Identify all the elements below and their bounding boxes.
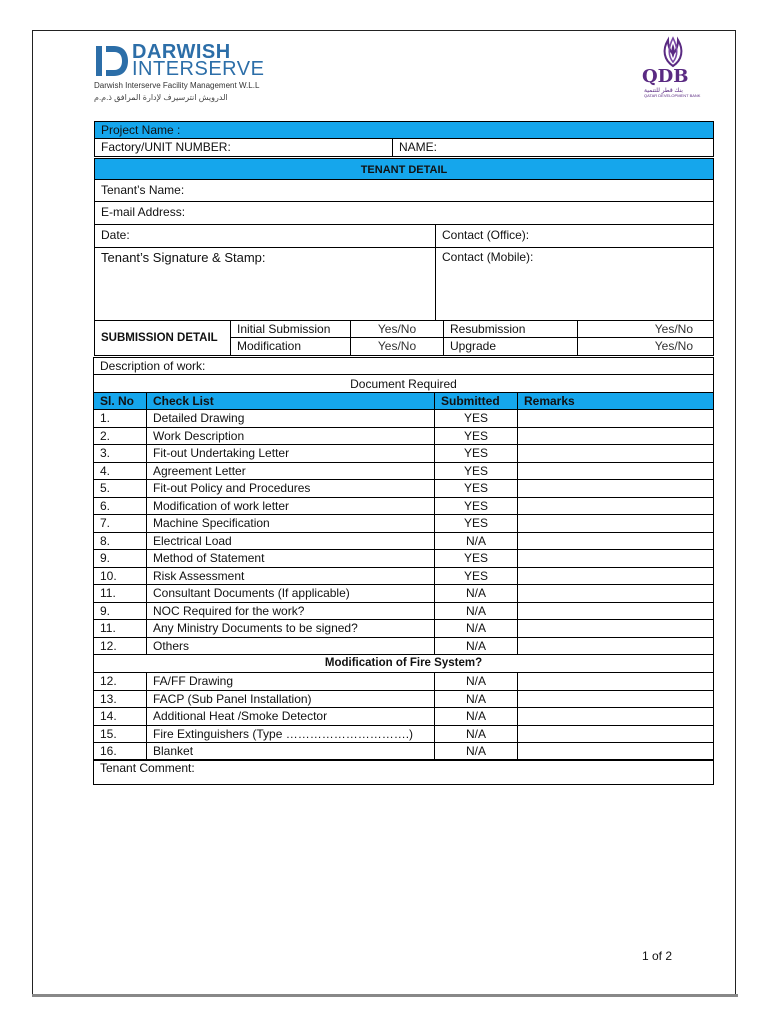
checklist-row-item-cell [146, 619, 435, 638]
header-submitted [434, 392, 518, 410]
qdb-flame-icon [656, 34, 690, 68]
checklist-row-remarks-cell [517, 619, 714, 638]
checklist-row-remarks-cell [517, 497, 714, 516]
checklist-row-remarks-cell [517, 532, 714, 551]
fire_checklist-row-sl: 16. [100, 744, 117, 758]
document-required-title: Document Required [350, 377, 457, 391]
fire_checklist-row-item-cell [146, 742, 435, 761]
checklist-row-item-cell [146, 549, 435, 568]
checklist-row-sl-cell [93, 409, 147, 428]
checklist-row-submitted-cell [434, 619, 518, 638]
fire_checklist-row-sl-cell [93, 707, 147, 726]
checklist-row-submitted-cell [434, 444, 518, 463]
checklist-row-remarks-cell [517, 637, 714, 656]
factory-unit-cell [94, 138, 393, 157]
checklist-row-submitted: YES [463, 428, 488, 443]
fire_checklist-row-item-cell [146, 672, 435, 691]
checklist-row-item-cell [146, 409, 435, 428]
checklist-row-item: Agreement Letter [153, 463, 246, 478]
checklist-row-submitted-cell [434, 602, 518, 621]
fire_checklist-row-sl-cell [93, 725, 147, 744]
checklist-row-remarks-cell [517, 567, 714, 586]
fire_checklist-row-submitted: N/A [465, 726, 486, 741]
modification-value: Yes/No [377, 339, 417, 353]
checklist-row-sl-cell [93, 497, 147, 516]
checklist-row-sl: 1. [100, 411, 111, 425]
checklist-row-sl: 5. [100, 481, 111, 495]
header-check-list [146, 392, 435, 410]
checklist-row-item-cell [146, 497, 435, 516]
checklist-row-sl: 4. [100, 463, 111, 478]
project-name-row [94, 121, 714, 139]
submission-row2-right-label [443, 337, 578, 356]
header-check-list-label: Check List [153, 394, 214, 408]
submission-row2-right-value [577, 337, 714, 356]
tenant-comment-label: Tenant Comment: [100, 761, 195, 775]
checklist-row-item-cell [146, 462, 435, 481]
checklist-row-sl-cell [93, 549, 147, 568]
checklist-row-item: Fit-out Undertaking Letter [153, 446, 290, 460]
header-remarks [517, 392, 714, 410]
checklist-row-remarks-cell [517, 444, 714, 463]
fire_checklist-row-submitted: N/A [465, 674, 486, 688]
qdb-arabic: بنك قطر للتنمية [644, 88, 683, 94]
modification-label: Modification [237, 339, 302, 353]
checklist-row-item-cell [146, 567, 435, 586]
submission-row1-right-label [443, 320, 578, 338]
checklist-row-remarks-cell [517, 549, 714, 568]
checklist-row-remarks-cell [517, 602, 714, 621]
checklist-row-item: NOC Required for the work? [153, 603, 305, 618]
logo-line2: INTERSERVE [132, 58, 265, 80]
description-row [93, 357, 714, 375]
initial-submission-value: Yes/No [377, 322, 417, 336]
email-label: E-mail Address: [101, 205, 186, 219]
checklist-row-sl: 7. [100, 516, 111, 530]
fire_checklist-row-remarks-cell [517, 672, 714, 691]
description-label: Description of work: [100, 359, 206, 373]
tenant-comment-cell [93, 759, 714, 785]
checklist-row-submitted-cell [434, 514, 518, 533]
checklist-row-remarks-cell [517, 427, 714, 446]
logo-subtitle: Darwish Interserve Facility Management W.L.L [94, 81, 260, 90]
fire_checklist-row-sl-cell [93, 742, 147, 761]
checklist-row-item-cell [146, 637, 435, 656]
checklist-row-remarks-cell [517, 462, 714, 481]
document-required-row [93, 374, 714, 393]
upgrade-label: Upgrade [450, 339, 497, 353]
checklist-row-item: Consultant Documents (If applicable) [153, 586, 350, 600]
checklist-row-item: Fit-out Policy and Procedures [153, 481, 311, 495]
fire_checklist-row-item: FACP (Sub Panel Installation) [153, 691, 312, 706]
checklist-row-item-cell [146, 584, 435, 603]
checklist-row-submitted-cell [434, 584, 518, 603]
fire_checklist-row-item-cell [146, 725, 435, 744]
checklist-row-item-cell [146, 479, 435, 498]
fire_checklist-row-submitted-cell [434, 672, 518, 691]
fire_checklist-row-item: FA/FF Drawing [153, 674, 234, 688]
checklist-row-sl: 6. [100, 498, 111, 513]
checklist-row-submitted: YES [463, 498, 488, 513]
page-number: 1 of 2 [642, 949, 673, 963]
fire_checklist-row-sl-cell [93, 690, 147, 709]
checklist-row-submitted: N/A [465, 603, 486, 618]
checklist-row-item-cell [146, 427, 435, 446]
checklist-row-submitted-cell [434, 549, 518, 568]
fire_checklist-row-sl: 15. [100, 726, 117, 741]
fire-system-row [93, 654, 714, 673]
fire_checklist-row-remarks-cell [517, 690, 714, 709]
checklist-row-item: Detailed Drawing [153, 411, 245, 425]
fire_checklist-row-submitted: N/A [465, 691, 486, 706]
checklist-row-sl-cell [93, 427, 147, 446]
checklist-row-submitted: YES [463, 463, 488, 478]
checklist-row-remarks-cell [517, 479, 714, 498]
resubmission-value: Yes/No [654, 322, 693, 336]
project-name-label: Project Name : [101, 123, 181, 137]
factory-unit-label: Factory/UNIT NUMBER: [101, 140, 231, 154]
submission-row2-left-label [230, 337, 351, 356]
checklist-row-submitted: N/A [465, 533, 486, 548]
contact-mobile-label: Contact (Mobile): [442, 250, 534, 264]
checklist-row-sl: 12. [100, 638, 117, 653]
checklist-row-submitted-cell [434, 462, 518, 481]
submission-row1-left-label [230, 320, 351, 338]
checklist-row-sl: 8. [100, 533, 111, 548]
checklist-row-sl-cell [93, 567, 147, 586]
contact-office-cell [435, 224, 714, 248]
submission-detail-label: SUBMISSION DETAIL [101, 332, 218, 344]
initial-submission-label: Initial Submission [237, 322, 331, 336]
submission-row2-left-value [350, 337, 444, 356]
fire_checklist-row-item: Blanket [153, 744, 194, 758]
checklist-row-remarks-cell [517, 584, 714, 603]
checklist-row-sl: 9. [100, 551, 111, 565]
header-sl-no-label: Sl. No [100, 394, 135, 408]
fire_checklist-row-sl: 12. [100, 674, 117, 688]
name-cell [392, 138, 714, 157]
checklist-row-sl-cell [93, 479, 147, 498]
email-row [94, 201, 714, 225]
fire-system-title: Modification of Fire System? [324, 657, 483, 669]
darwish-logo-mark-icon [94, 44, 130, 78]
contact-mobile-cell [435, 247, 714, 321]
checklist-row-remarks-cell [517, 514, 714, 533]
qdb-logo [640, 34, 706, 100]
checklist-row-submitted: N/A [465, 586, 486, 600]
checklist-row-sl-cell [93, 584, 147, 603]
logo-arabic: الدرويش انترسيرف لإدارة المرافق ذ.م.م [94, 93, 228, 102]
checklist-row-item: Any Ministry Documents to be signed? [153, 621, 358, 635]
checklist-row-item: Method of Statement [153, 551, 265, 565]
upgrade-value: Yes/No [654, 339, 693, 353]
checklist-row-sl: 9. [100, 603, 111, 618]
checklist-row-item-cell [146, 514, 435, 533]
date-label: Date: [101, 228, 130, 242]
page-shadow [32, 994, 738, 997]
fire_checklist-row-submitted-cell [434, 725, 518, 744]
fire_checklist-row-submitted: N/A [465, 709, 486, 723]
checklist-row-sl: 11. [100, 586, 116, 600]
fire_checklist-row-item: Fire Extinguishers (Type ………………………….) [153, 726, 414, 741]
qdb-name: QDB [642, 66, 689, 87]
fire_checklist-row-submitted-cell [434, 690, 518, 709]
fire_checklist-row-item-cell [146, 707, 435, 726]
tenant-name-row [94, 179, 714, 202]
fire_checklist-row-submitted-cell [434, 742, 518, 761]
tenant-detail-header [94, 158, 714, 180]
fire_checklist-row-remarks-cell [517, 742, 714, 761]
checklist-row-sl-cell [93, 514, 147, 533]
checklist-row-sl-cell [93, 444, 147, 463]
checklist-row-item-cell [146, 532, 435, 551]
checklist-row-submitted: N/A [465, 621, 486, 635]
checklist-row-item: Electrical Load [153, 533, 232, 548]
checklist-row-item: Modification of work letter [153, 498, 290, 513]
checklist-row-item-cell [146, 444, 435, 463]
signature-cell [94, 247, 436, 321]
checklist-row-submitted-cell [434, 497, 518, 516]
fire_checklist-row-sl: 13. [100, 691, 117, 706]
checklist-row-sl: 11. [100, 621, 116, 635]
checklist-row-sl-cell [93, 602, 147, 621]
checklist-row-submitted: YES [463, 411, 488, 425]
qdb-english: QATAR DEVELOPMENT BANK [644, 93, 701, 98]
submission-row1-left-value [350, 320, 444, 338]
darwish-interserve-logo [94, 41, 265, 106]
resubmission-label: Resubmission [450, 322, 526, 336]
tenant-detail-title: TENANT DETAIL [360, 164, 448, 176]
checklist-row-remarks-cell [517, 409, 714, 428]
signature-label: Tenant’s Signature & Stamp: [101, 250, 266, 265]
checklist-row-submitted: YES [463, 446, 488, 460]
checklist-row-item: Risk Assessment [153, 568, 245, 583]
header-remarks-label: Remarks [524, 394, 575, 408]
checklist-row-sl-cell [93, 637, 147, 656]
checklist-row-submitted: YES [463, 568, 488, 583]
checklist-row-sl-cell [93, 532, 147, 551]
checklist-row-submitted-cell [434, 567, 518, 586]
checklist-row-submitted: YES [463, 551, 488, 565]
checklist-row-submitted-cell [434, 479, 518, 498]
checklist-row-item: Work Description [153, 428, 245, 443]
name-label: NAME: [399, 140, 438, 154]
checklist-row-submitted-cell [434, 637, 518, 656]
fire_checklist-row-remarks-cell [517, 725, 714, 744]
checklist-row-sl-cell [93, 462, 147, 481]
fire_checklist-row-item: Additional Heat /Smoke Detector [153, 709, 328, 723]
checklist-row-submitted: N/A [465, 638, 486, 653]
fire_checklist-row-remarks-cell [517, 707, 714, 726]
fire_checklist-row-submitted: N/A [465, 744, 486, 758]
logo-line1: DARWISH [132, 41, 231, 63]
contact-office-label: Contact (Office): [442, 228, 530, 242]
checklist-row-submitted-cell [434, 409, 518, 428]
header-submitted-label: Submitted [441, 394, 500, 408]
checklist-row-item: Machine Specification [153, 516, 270, 530]
submission-detail-label-cell [94, 320, 231, 356]
tenant-name-label: Tenant’s Name: [101, 183, 185, 197]
checklist-row-submitted: YES [463, 481, 488, 495]
checklist-row-submitted-cell [434, 427, 518, 446]
checklist-row-submitted-cell [434, 532, 518, 551]
fire_checklist-row-sl: 14. [100, 709, 117, 723]
header-sl-no [93, 392, 147, 410]
checklist-row-item-cell [146, 602, 435, 621]
checklist-row-sl: 10. [100, 568, 117, 583]
checklist-row-submitted: YES [463, 516, 488, 530]
checklist-row-sl: 2. [100, 428, 111, 443]
submission-row1-right-value [577, 320, 714, 338]
checklist-row-sl: 3. [100, 446, 111, 460]
fire_checklist-row-submitted-cell [434, 707, 518, 726]
checklist-row-item: Others [153, 638, 190, 653]
fire_checklist-row-sl-cell [93, 672, 147, 691]
date-cell [94, 224, 436, 248]
checklist-row-sl-cell [93, 619, 147, 638]
fire_checklist-row-item-cell [146, 690, 435, 709]
